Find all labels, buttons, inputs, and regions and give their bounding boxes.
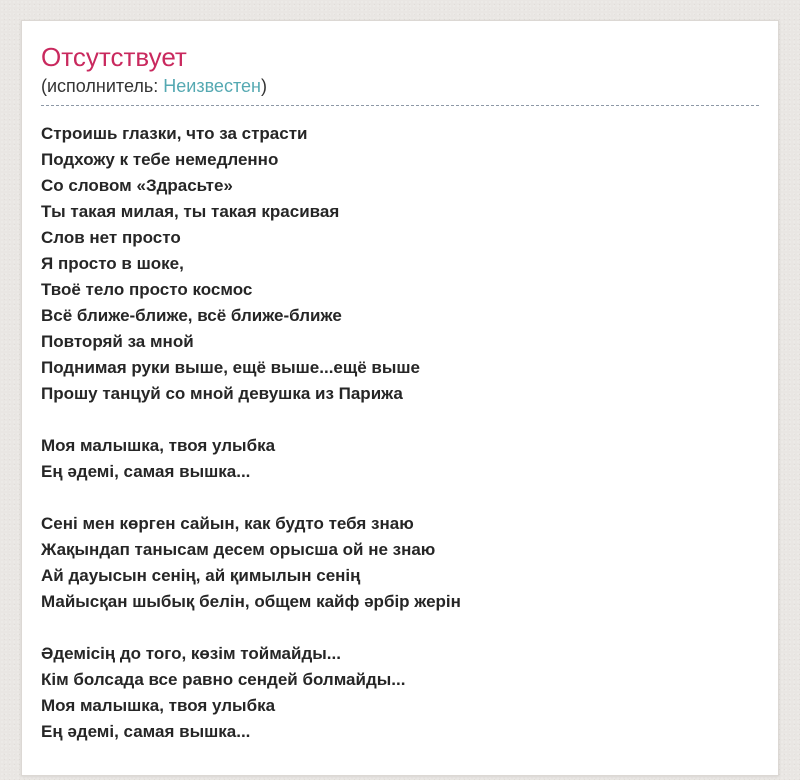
lyric-line: Әдемісің до того, көзім тоймайды... — [41, 644, 341, 664]
lyric-line: Строишь глазки, что за страсти — [41, 124, 308, 144]
lyric-line: Со словом «Здрасьте» — [41, 176, 233, 196]
lyric-line: Жақындап танысам десем орысша ой не знаю — [41, 540, 436, 560]
lyric-line: Ең әдемі, самая вышка... — [41, 462, 251, 482]
song-title: Отсутствует — [41, 42, 187, 72]
lyric-line: Подхожу к тебе немедленно — [41, 150, 279, 170]
lyric-line: Слов нет просто — [41, 228, 181, 248]
lyrics-text — [41, 121, 759, 745]
lyric-line: Ты такая милая, ты такая красивая — [41, 202, 340, 222]
stanza — [41, 433, 759, 485]
artist-label: (исполнитель: — [41, 75, 164, 96]
lyric-line: Ең әдемі, самая вышка... — [41, 722, 251, 742]
page-background — [0, 20, 800, 780]
lyric-line: Твоё тело просто космос — [41, 280, 253, 300]
artist-label-suffix: ) — [260, 75, 267, 96]
artist-line — [41, 75, 759, 106]
lyric-line: Всё ближе-ближе, всё ближе-ближе — [41, 306, 342, 326]
lyrics-card — [21, 20, 779, 776]
stanza — [41, 641, 759, 745]
lyric-line: Сені мен көрген сайын, как будто тебя знаю — [41, 514, 414, 534]
lyric-line: Майысқан шыбық белін, общем кайф әрбір жерін — [41, 592, 461, 612]
lyric-line: Поднимая руки выше, ещё выше...ещё выше — [41, 358, 420, 378]
lyric-line: Я просто в шоке, — [41, 254, 184, 274]
stanza — [41, 121, 759, 407]
lyric-line: Ай дауысын сенің, ай қимылын сенің — [41, 566, 361, 586]
lyric-line: Моя малышка, твоя улыбка — [41, 696, 276, 716]
lyric-line: Моя малышка, твоя улыбка — [41, 436, 276, 456]
lyric-line: Кім болсада все равно сендей болмайды... — [41, 670, 406, 690]
artist-link[interactable]: Неизвестен — [163, 75, 261, 96]
lyric-line: Прошу танцуй со мной девушка из Парижа — [41, 384, 403, 404]
stanza — [41, 511, 759, 615]
lyric-line: Повторяй за мной — [41, 332, 194, 352]
